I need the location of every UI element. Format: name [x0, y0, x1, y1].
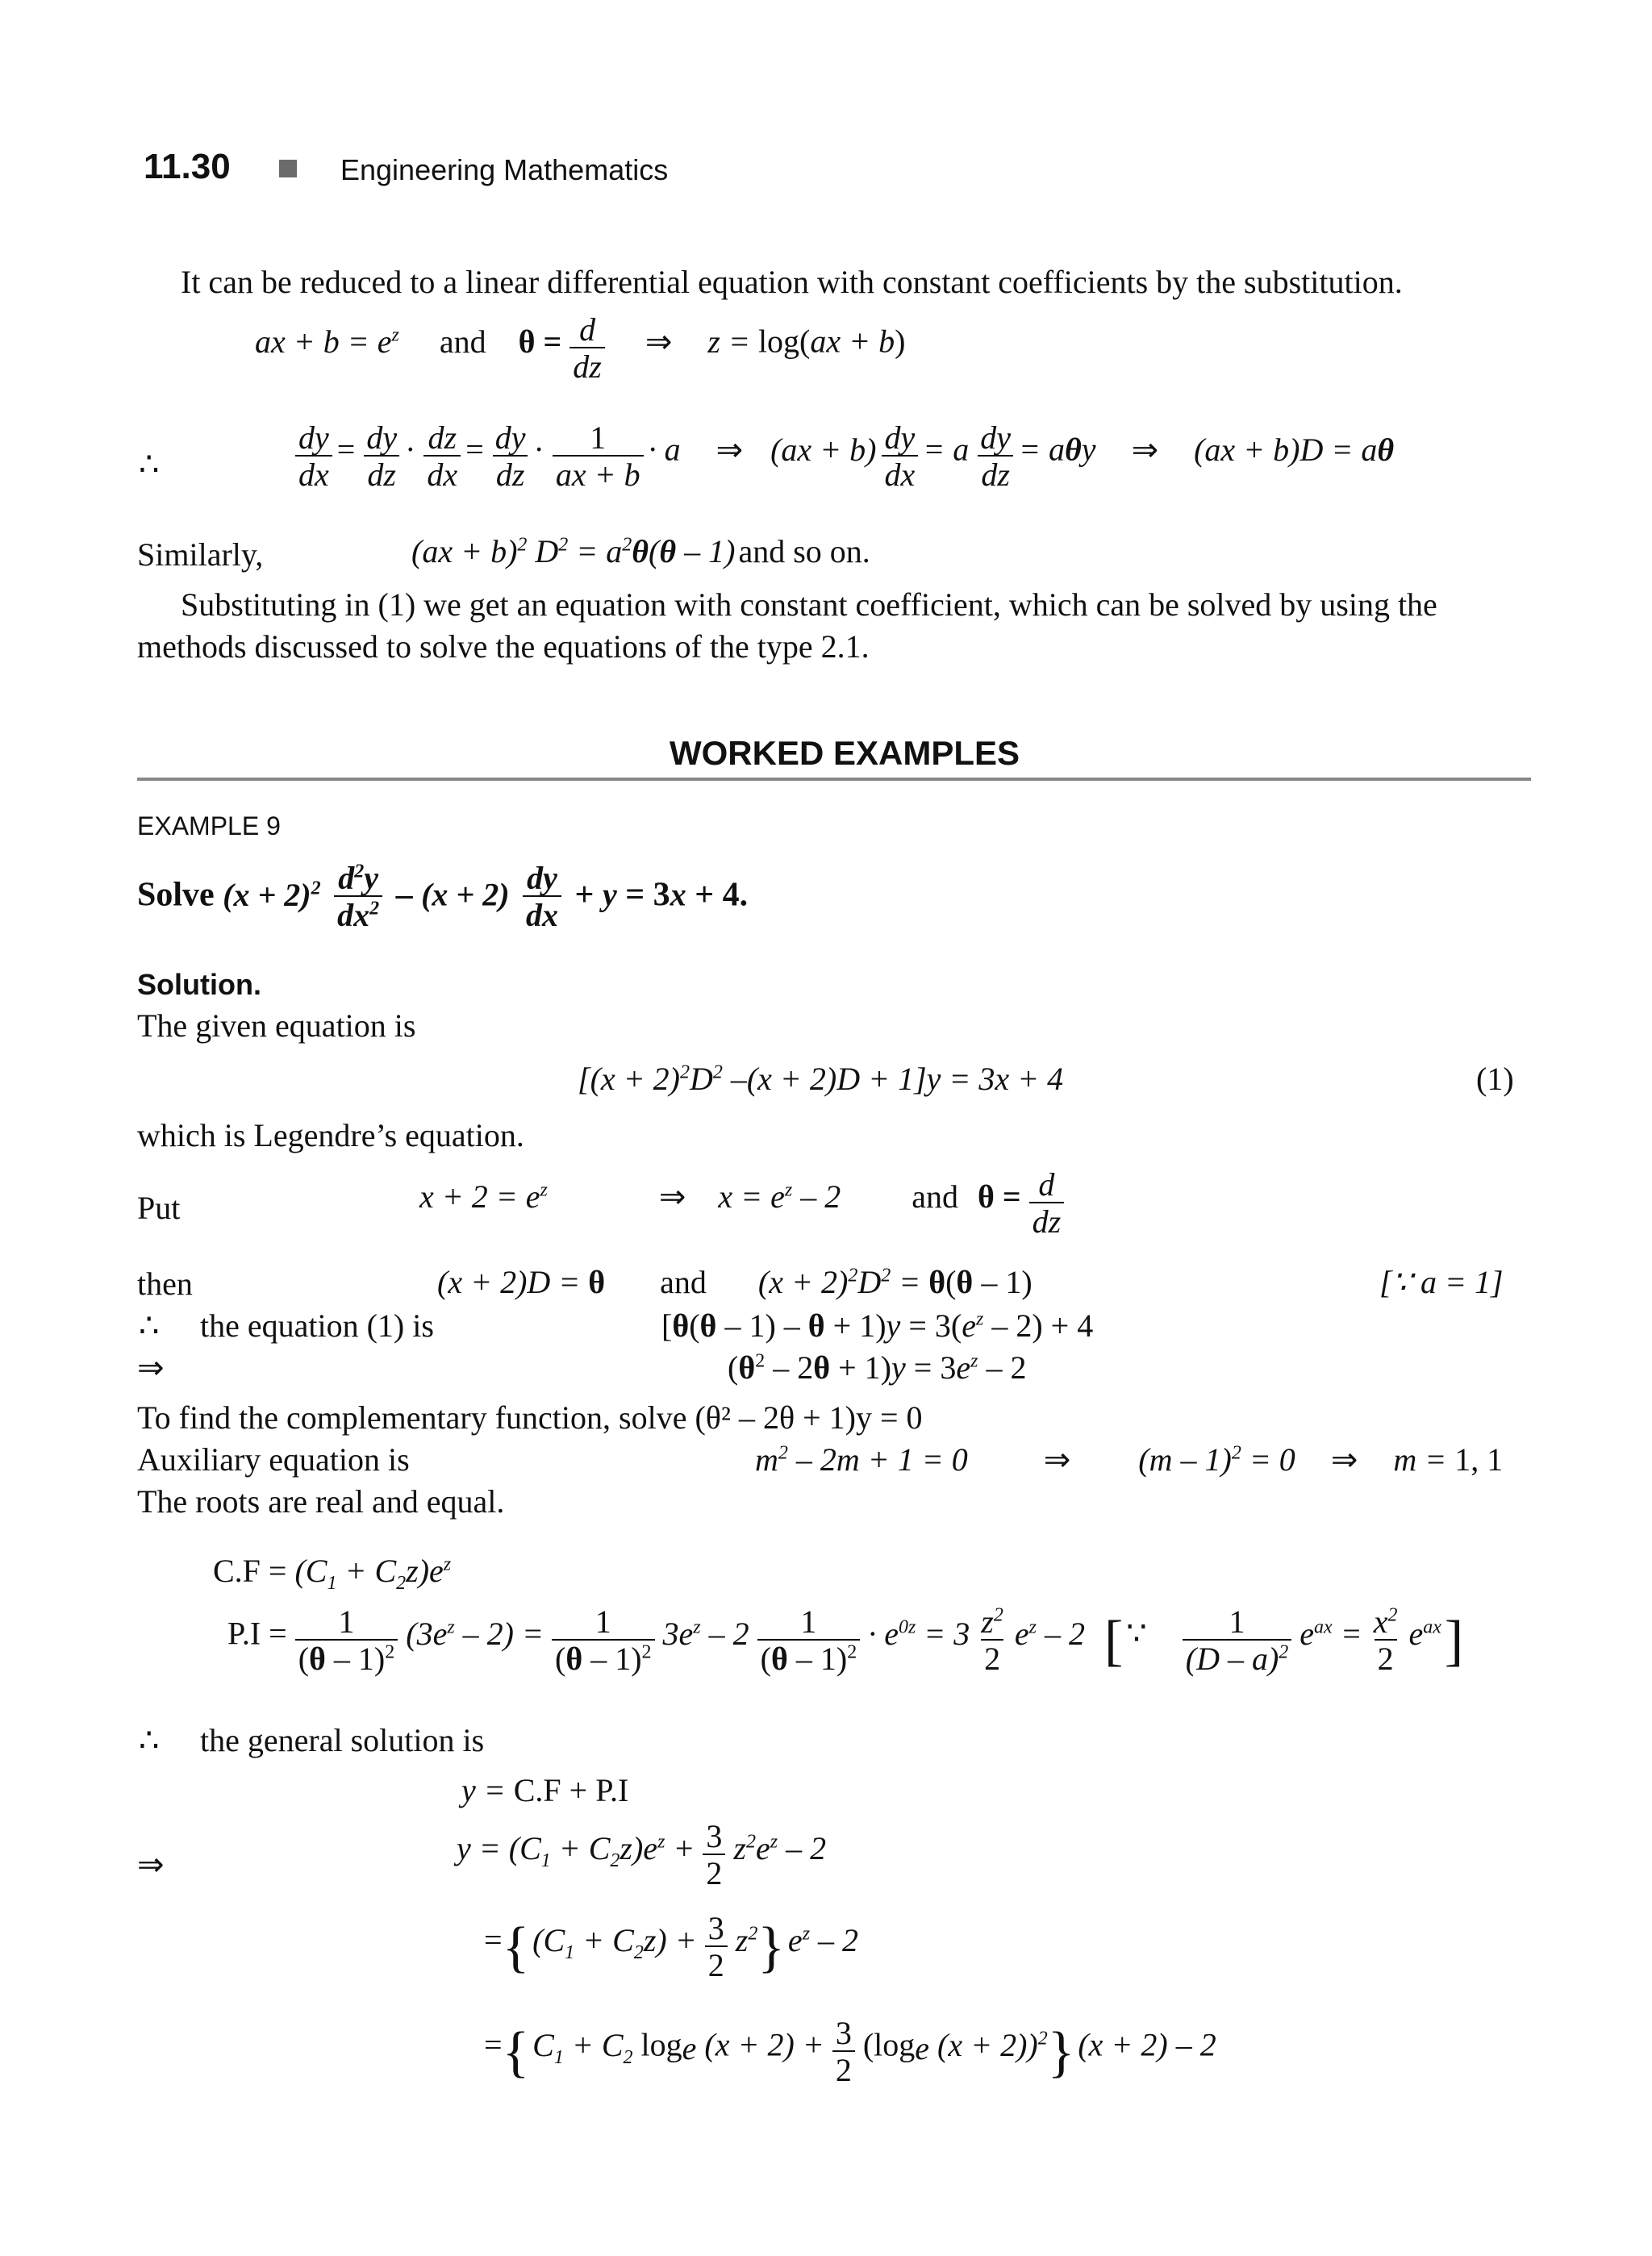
since-a-equals-1: [∵ a = 1] [1379, 1264, 1504, 1300]
given-text: The given equation is [137, 1007, 416, 1044]
then-equation: (x + 2)D = θ and $(x + 2)^2D^2 = \theta(\theta - 1)$ [437, 1264, 1032, 1300]
solution-label: Solution. [137, 968, 261, 1001]
therefore-symbol-3: ∴ [139, 1722, 160, 1758]
equation-1: [$(x + 2)^2D^2$ –(x + 2)D + 1]y = 3x + 4 [578, 1061, 1064, 1097]
then-label: then [137, 1266, 193, 1302]
aux-text: Auxiliary equation is [137, 1441, 410, 1478]
implies-symbol-1: ⇒ [137, 1349, 165, 1386]
section-title: WORKED EXAMPLES [670, 734, 1020, 772]
implies-symbol-2: ⇒ [137, 1846, 165, 1883]
page-number: 11.30 [144, 147, 231, 186]
solution-line-2: ={ $(C_1 + C_2z)$ + $\frac{3}{2}$ $z^2$} $e^z - 2$ [484, 1910, 859, 1983]
legendre-text: which is Legendre’s equation. [137, 1117, 524, 1153]
book-title: Engineering Mathematics [340, 153, 669, 186]
derivative-equation: $\frac{dy}{dx}$ = $\frac{dy}{dz}$ · $\frac{dz}{dx}$ = $\frac{dy}{dz}$ · $\frac{1}{ax + b}$ · a ⇒ (ax + b) $\frac{dy}{dx}$ = a $\frac{dy}{dz}$ = aθy ⇒ (ax + b)D = aθ [290, 421, 1394, 494]
substitution-equation: ax + $b = e^z$ and θ = $\frac{d}{dz}$ ⇒ z = log(ax + b) [255, 311, 906, 385]
transformed-equation: $[\theta(\theta - 1) - \theta + 1)y = 3(e^z - 2) + 4$ [661, 1307, 1094, 1344]
intro-paragraph: It can be reduced to a linear differential equation with constant coefficients by the substitution. [181, 264, 1403, 300]
solution-line-3: ={ $C_1 + C_2$ $\log_e (x + 2)$ + $\frac{3}{2}$ ($\log_e$ (x + 2))$^2$} (x + 2) – 2 [484, 2015, 1216, 2088]
put-equation: $x + 2 = e^z$ ⇒ $x = e^z - 2$ and θ = $\frac{d}{dz}$ [419, 1168, 1069, 1241]
section-rule [137, 778, 1531, 781]
simplified-equation: $(\theta^2 - 2\theta + 1)y = 3e^z - 2$ [728, 1349, 1027, 1386]
similarly-equation: (ax + b)$^2$ $D^2 = a^2\theta(\theta - 1)$ and so on. [411, 533, 870, 569]
cf-equation: $C.F = (C_1 + C_2z)e^z$ [213, 1553, 452, 1594]
header-square-icon [279, 160, 297, 177]
put-label: Put [137, 1190, 181, 1226]
pi-equation: P.I = $\frac{1}{(\theta - 1)^2}$ $(3e^z - 2)$ = $\frac{1}{(\theta - 1)^2}$ $3e^z - 2$ $\frac{1}{(\theta - 1)^2}$ · $e^{0z} = 3$ $\frac{z^2}{2}$ $e^z - 2$ [ ∵ $\frac{1}{(D - a)^2}$ $e^{ax}$ = $\frac{x^2}{2}$ $e^{ax}$ ] [227, 1603, 1464, 1677]
equation-number: (1) [1476, 1061, 1514, 1097]
therefore-symbol-2: ∴ [139, 1307, 160, 1344]
y-equals-cf-pi: y = C.F + P.I [461, 1772, 629, 1808]
substituting-line-2: methods discussed to solve the equations of the type 2.1. [137, 628, 870, 665]
roots-text: The roots are real and equal. [137, 1483, 505, 1520]
therefore-symbol: ∴ [139, 446, 160, 482]
aux-equation: $m^2 - 2m + 1 = 0$ ⇒ (m – 1)$^2$ = 0 ⇒ m = 1, 1 [755, 1441, 1504, 1478]
similarly-label: Similarly, [137, 536, 264, 573]
cf-text: To find the complementary function, solve (θ² – 2θ + 1)y = 0 [137, 1399, 923, 1436]
solution-line-1: $y = (C_1 + C_2z)e^z$ + $\frac{3}{2}$ $z^2e^z - 2$ [457, 1818, 827, 1891]
general-solution-text: the general solution is [200, 1722, 485, 1758]
problem-statement: Solve $(x + 2)^2$ $\frac{d^2y}{dx^2}$ – (x + 2) $\frac{dy}{dx}$ + y = 3x + 4. [137, 860, 749, 933]
example-label: EXAMPLE 9 [137, 811, 281, 840]
eq1-is-text: the equation (1) is [200, 1307, 434, 1344]
substituting-line-1: Substituting in (1) we get an equation with constant coefficient, which can be solved by using the [181, 586, 1437, 623]
